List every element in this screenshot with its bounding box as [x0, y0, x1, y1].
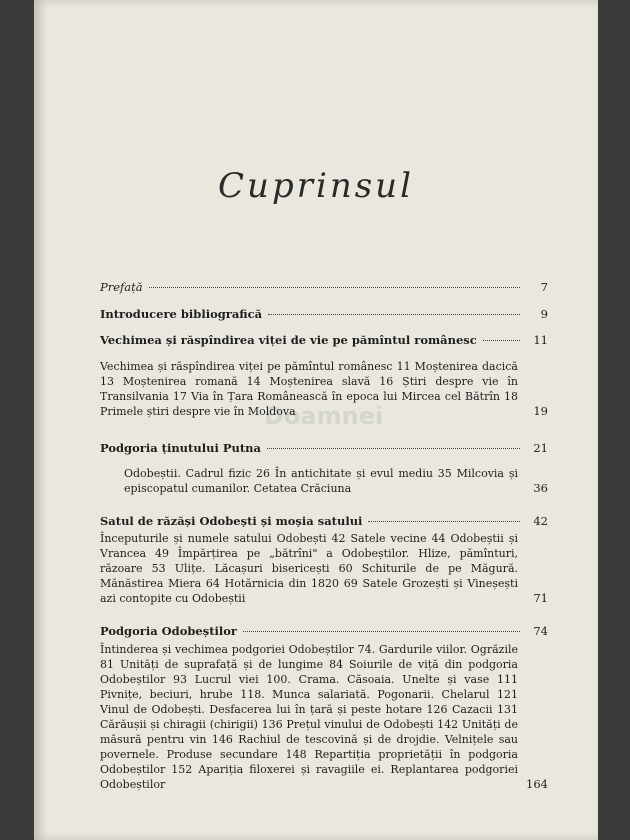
toc-entry-prefata [100, 280, 548, 295]
toc-page-number: 21 [533, 441, 548, 455]
toc-subentry-satul [100, 531, 548, 606]
page-title: Cuprinsul [218, 166, 414, 206]
toc-page-number: 36 [533, 481, 548, 495]
toc-page-number: 42 [533, 514, 548, 528]
toc-subentry-podgoria [100, 642, 548, 792]
toc-page-number: 164 [526, 777, 548, 791]
toc-entry-introducere [100, 307, 548, 322]
toc-page-number: 19 [533, 404, 548, 418]
toc-page-number: 71 [533, 591, 548, 605]
toc-page-number: 74 [533, 624, 548, 638]
toc-entry-vechimea [100, 333, 548, 348]
toc-subentry-vechimea [100, 359, 548, 419]
toc-subentry-text: Vechimea și răspîndirea viței pe pămîntul românesc 11 Moștenirea dacică 13 Moștenirea romană 14 Moștenirea slavă 16 Știri despre vie în Transilvania 17 Via în Țara Românească în epoca lui Mircea cel Bătrîn 18 Primele știri despre vie în Moldova [100, 360, 518, 418]
toc-label: Podgoria Odobeștilor [100, 624, 237, 638]
toc-label: Prefață [100, 280, 143, 294]
book-page [34, 0, 598, 840]
toc-subentry-text: Întinderea și vechimea podgoriei Odobeștilor 74. Gardurile viilor. Ogrăzile 81 Unități de suprafață și de lungime 84 Soiurile de viță din podgoria Odobeștilor 93 Lucrul viei 100. Crama. Căsoaia. Unelte și vase 111 Pivnițe, beciuri, hrube 118. Munca salariată. Pogonarii. Chelarul 121 Vinul de Odobești. Desfacerea lui în țară și peste hotare 126 Cazacii 131 Cărăușii și chiragii (chirigii) 136 Prețul vinului de Odobești 142 Unități de măsură pentru vin 146 Rachiul de tescovină și de drojdie. Velnițele sau povernele. Produse secundare 148 Repartiția proprietății în podgoria Odobeștilor 152 Apariția filoxerei și ravagiile ei. Replantarea podgoriei Odobeștilor [100, 643, 518, 791]
toc-label: Vechimea și răspîndirea viței de vie pe pămîntul românesc [100, 333, 477, 347]
toc-label: Podgoria ținutului Putna [100, 441, 261, 455]
table-of-contents [100, 276, 548, 792]
toc-subentry-text: Odobeștii. Cadrul fizic 26 În antichitate și evul mediu 35 Milcovia și episcopatul cumanilor. Cetatea Crăciuna [124, 467, 518, 495]
toc-page-number: 7 [540, 280, 548, 294]
toc-page-number: 9 [540, 307, 548, 321]
toc-label: Introducere bibliografică [100, 307, 263, 321]
toc-entry-podgoria-odobestilor [100, 624, 548, 639]
toc-page-number: 11 [533, 333, 548, 347]
bleed-through-text [94, 60, 614, 260]
toc-entry-satul-odobesti [100, 514, 548, 529]
toc-label: Satul de răzăși Odobești și moșia satului [100, 514, 363, 528]
toc-entry-podgoria-putna [100, 441, 548, 456]
watermark: Doamnei [264, 402, 384, 430]
toc-subentry-putna [100, 466, 548, 496]
toc-subentry-text: Începuturile și numele satului Odobești 42 Satele vecine 44 Odobeștii și Vrancea 49 Împărțirea pe „bătrîni" a Odobeștilor. Hlize, pămînturi, răzoare 53 Ulițe. Lăcașuri bisericești 60 Schiturile de pe Măgură. Mănăstirea Miera 64 Hotărnicia din 1820 69 Satele Grozești și Vineșești azi contopite cu Odobeștii [100, 532, 518, 605]
